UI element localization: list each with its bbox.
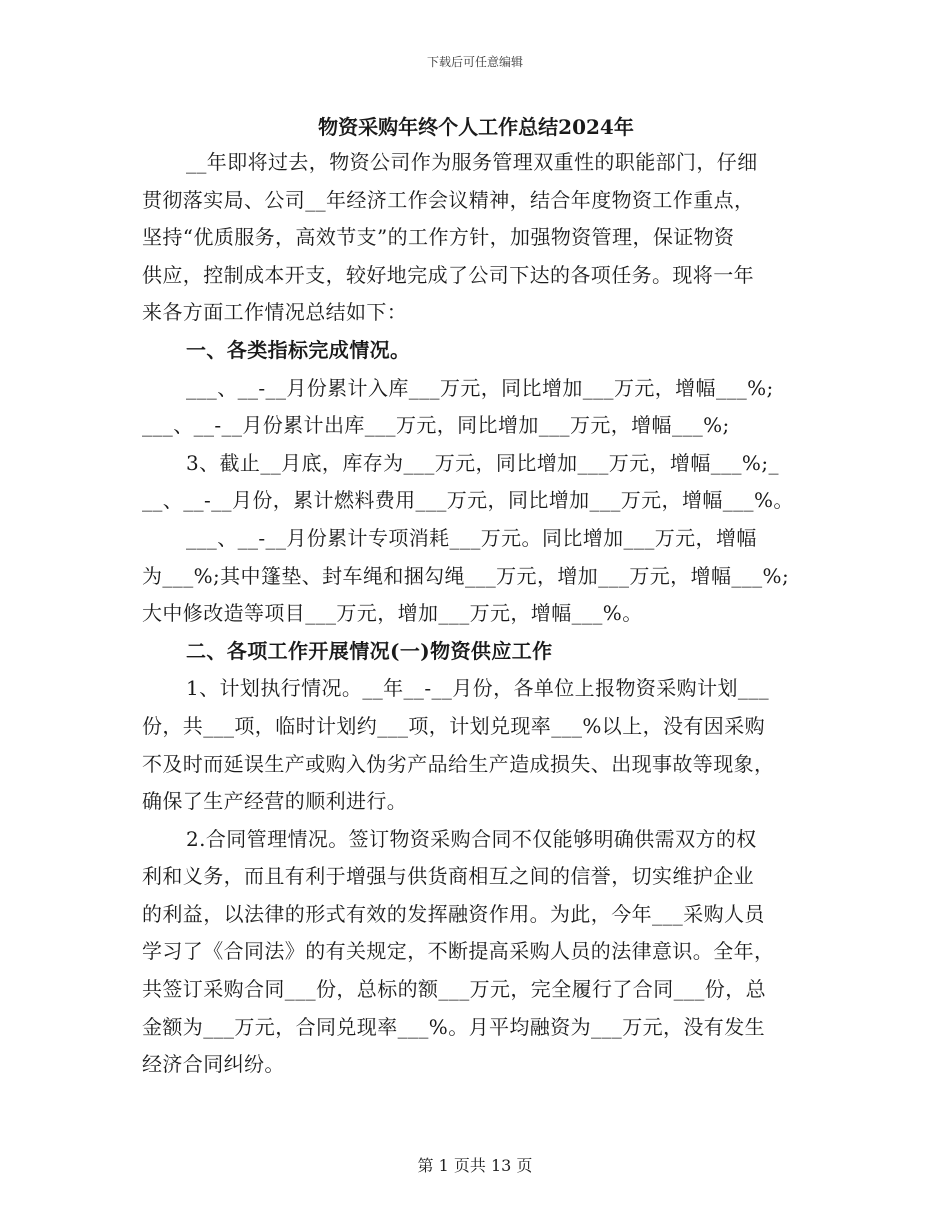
text-line: 共签订采购合同___份，总标的额___万元，完全履行了合同___份，总 xyxy=(142,977,766,1002)
text-line: 坚持“优质服务，高效节支”的工作方针，加强物资管理，保证物资 xyxy=(142,225,735,250)
text-line: 利和义务，而且有利于增强与供货商相互之间的信誉，切实维护企业 xyxy=(142,864,754,889)
text-line: ___、__-__月份累计入库___万元，同比增加___万元，增幅___%; xyxy=(186,375,774,400)
text-line: __年即将过去，物资公司作为服务管理双重性的职能部门，仔细 xyxy=(186,150,758,174)
text-line: 贯彻落实局、公司__年经济工作会议精神，结合年度物资工作重点， xyxy=(142,187,755,212)
text-line: ___、__-__月份累计出库___万元，同比增加___万元，增幅___%; xyxy=(142,413,730,438)
text-line: 供应，控制成本开支，较好地完成了公司下达的各项任务。现将一年 xyxy=(142,262,754,287)
text-line: 大中修改造等项目___万元，增加___万元，增幅___%。 xyxy=(142,601,643,626)
text-line: 确保了生产经营的顺利进行。 xyxy=(142,789,408,814)
section-heading: 一、各类指标完成情况。 xyxy=(186,337,411,362)
text-line: 份，共___项，临时计划约___项，计划兑现率___%以上，没有因采购 xyxy=(142,713,766,738)
text-line: 经济合同纠纷。 xyxy=(142,1052,285,1077)
document-paragraphs xyxy=(142,144,810,1084)
text-line: 学习了《合同法》的有关规定，不断提高采购人员的法律意识。全年， xyxy=(142,939,775,964)
text-line: 金额为___万元，合同兑现率___%。月平均融资为___万元，没有发生 xyxy=(142,1014,766,1039)
text-line: __、__-__月份，累计燃料费用___万元，同比增加___万元，增幅___%。 xyxy=(142,488,794,513)
text-line: 的利益，以法律的形式有效的发挥融资作用。为此，今年___采购人员 xyxy=(142,901,765,926)
text-line: 不及时而延误生产或购入伪劣产品给生产造成损失、出现事故等现象， xyxy=(142,751,775,776)
text-line: 为___%;其中篷垫、封车绳和捆勾绳___万元，增加___万元，增幅___%; xyxy=(142,563,790,588)
page-footer: 第 1 页共 13 页 xyxy=(417,1156,533,1175)
text-line: 2.合同管理情况。签订物资采购合同不仅能够明确供需双方的权 xyxy=(186,826,757,851)
document-title: 物资采购年终个人工作总结2024年 xyxy=(318,115,634,139)
text-line: 3、截止__月底，库存为___万元，同比增加___万元，增幅___%;_ xyxy=(186,450,779,475)
text-line: 1、计划执行情况。__年__-__月份，各单位上报物资采购计划___ xyxy=(186,676,770,701)
section-heading: 二、各项工作开展情况(一)物资供应工作 xyxy=(186,638,553,663)
page-header: 下载后可任意编辑 xyxy=(426,55,523,69)
document-body xyxy=(142,110,810,1084)
text-line: ___、__-__月份累计专项消耗___万元。同比增加___万元，增幅 xyxy=(186,525,757,550)
text-line: 来各方面工作情况总结如下： xyxy=(142,300,408,325)
